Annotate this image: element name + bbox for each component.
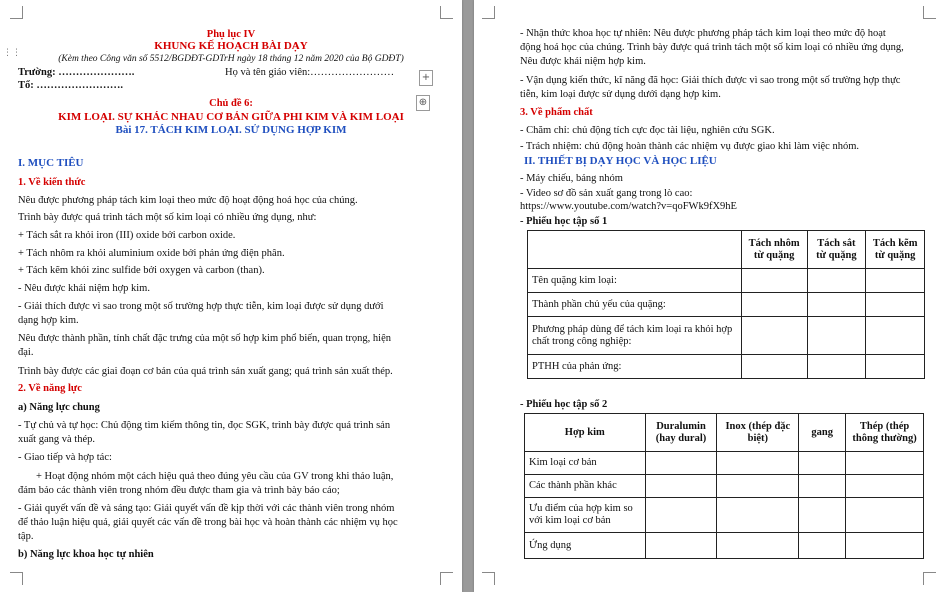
table-cell[interactable] (799, 533, 846, 559)
table-cell: Ứng dụng (525, 533, 646, 559)
table-cell: PTHH của phản ứng: (528, 355, 742, 379)
sub-competence: 2. Về năng lực (18, 383, 82, 394)
sub-general-competence: a) Năng lực chung (18, 402, 100, 413)
text-line: Trình bày được quá trình tách một số kim loại có nhiều ứng dụng, như: (18, 212, 317, 223)
topic-label: Chủ đề 6: (209, 98, 253, 109)
text-line: đảm bảo các thành viên trong nhóm đều được tham gia và trình bày báo cáo; (18, 485, 340, 496)
table-header-cell: Hợp kim (525, 414, 646, 452)
table-header-cell: Inox (thép đặc biệt) (717, 414, 799, 452)
text-line: - Giải quyết vấn đề và sáng tạo: Giải quyết vấn đề kịp thời với các thành viên trong nhóm (18, 503, 395, 514)
text-line: - Giao tiếp và hợp tác: (18, 452, 112, 463)
text-line: - Vận dụng kiến thức, kĩ năng đã học: Giải thích được vì sao trong một số trường hợp thực (520, 75, 901, 86)
table-cell: Kim loại cơ bản (525, 452, 646, 475)
table-cell[interactable] (846, 533, 924, 559)
table-cell: Ưu điểm của hợp kim so với kim loại cơ bản (525, 498, 646, 533)
sub-qualities: 3. Về phẩm chất (520, 107, 593, 118)
text-line: - Video sơ đồ sản xuất gang trong lò cao: (520, 188, 693, 199)
text-line: tập. (18, 531, 34, 542)
text-line: - Nhận thức khoa học tự nhiên: Nêu được phương pháp tách kim loại theo mức độ hoạt (520, 28, 886, 39)
table-header-cell: Tách sắt từ quặng (807, 231, 866, 269)
text-line: - Giải thích được vì sao trong một số trường hợp thực tiễn, kim loại được sử dụng dưới (18, 301, 384, 312)
crop-mark (482, 6, 495, 19)
text-line: + Tách sắt ra khỏi iron (III) oxide bởi carbon oxide. (18, 230, 236, 241)
table-header-cell: gang (799, 414, 846, 452)
table-cell[interactable] (741, 269, 807, 293)
table-cell[interactable] (717, 452, 799, 475)
worksheet-2-title: - Phiếu học tập số 2 (520, 399, 608, 410)
text-line: để thảo luận hiệu quả, giải quyết các vấn đề trong bài học và hoàn thành các nhiệm vụ học (18, 517, 398, 528)
table-row (525, 498, 924, 533)
table-cell: Phương pháp dùng để tách kim loại ra khỏi hợp chất trong công nghiệp: (528, 317, 742, 355)
table-cell[interactable] (807, 355, 866, 379)
teacher-field: Họ và tên giáo viên:…………………… (225, 67, 395, 78)
section-equipment: II. THIẾT BỊ DẠY HỌC VÀ HỌC LIỆU (524, 155, 717, 167)
document-page-right (474, 0, 947, 592)
table-header-cell (528, 231, 742, 269)
table-cell[interactable] (799, 452, 846, 475)
table-header-cell: Duralumin (hay dural) (645, 414, 717, 452)
text-line: + Tách nhôm ra khỏi aluminium oxide bởi phản ứng điện phân. (18, 248, 285, 259)
text-line: đại. (18, 347, 34, 358)
crop-mark (10, 6, 23, 19)
text-line: - Tự chủ và tự học: Chủ động tìm kiếm thông tin, đọc SGK, trình bày được quá trình sản (18, 420, 391, 431)
table-row (528, 355, 925, 379)
sub-science-competence: b) Năng lực khoa học tự nhiên (18, 549, 154, 560)
text-line: - Chăm chỉ: chủ động tích cực đọc tài liệu, nghiên cứu SGK. (520, 125, 775, 136)
worksheet-1-table (527, 230, 925, 379)
table-cell[interactable] (866, 269, 925, 293)
worksheet-1-title: - Phiếu học tập số 1 (520, 216, 608, 227)
table-cell[interactable] (741, 355, 807, 379)
group-field: Tổ: ……………………. (18, 80, 123, 91)
table-row (525, 452, 924, 475)
table-cell[interactable] (645, 475, 717, 498)
worksheet-2-table (524, 413, 924, 559)
crop-mark (923, 6, 936, 19)
expand-plus-icon[interactable]: + (419, 70, 433, 86)
drag-handle-icon[interactable]: ⋮⋮ (3, 48, 21, 58)
text-line: + Tách kẽm khỏi zinc sulfide bởi oxygen và carbon (than). (18, 265, 265, 276)
text-line: Nêu được phương pháp tách kim loại theo mức độ hoạt động hoá học của chúng. (18, 195, 358, 206)
table-cell[interactable] (717, 475, 799, 498)
table-cell[interactable] (741, 293, 807, 317)
section-objectives: I. MỤC TIÊU (18, 157, 84, 169)
sub-knowledge: 1. Về kiến thức (18, 177, 86, 188)
crop-mark (440, 6, 453, 19)
attached-note: (Kèm theo Công văn số 5512/BGDĐT-GDTrH ngày 18 tháng 12 năm 2020 của Bộ GDĐT) (58, 54, 404, 64)
table-cell[interactable] (799, 498, 846, 533)
table-cell[interactable] (645, 533, 717, 559)
video-link[interactable]: https://www.youtube.com/watch?v=qoFWk9fX9hE (520, 201, 737, 212)
text-line: Nêu được khái niệm hợp kim. (520, 56, 646, 67)
text-line: Trình bày được các giai đoạn cơ bản của quá trình sản xuất gang; quá trình sản xuất thép. (18, 366, 393, 377)
table-cell[interactable] (645, 452, 717, 475)
table-cell[interactable] (717, 533, 799, 559)
text-line: - Máy chiếu, bảng nhóm (520, 173, 623, 184)
table-row (528, 293, 925, 317)
table-header-cell: Tách nhôm từ quặng (741, 231, 807, 269)
crop-mark (10, 572, 23, 585)
text-line: xuất gang và thép. (18, 434, 95, 445)
text-line: tiễn, kim loại được sử dụng dưới dạng hợp kim. (520, 89, 721, 100)
crop-mark (923, 572, 936, 585)
table-row (528, 317, 925, 355)
table-cell: Các thành phần khác (525, 475, 646, 498)
table-cell[interactable] (741, 317, 807, 355)
table-cell[interactable] (645, 498, 717, 533)
table-row (528, 269, 925, 293)
text-line: + Hoạt động nhóm một cách hiệu quả theo đúng yêu cầu của GV trong khi thảo luận, (36, 471, 394, 482)
table-row (525, 475, 924, 498)
table-cell[interactable] (807, 269, 866, 293)
text-line: - Trách nhiệm: chủ động hoàn thành các nhiệm vụ được giao khi làm việc nhóm. (520, 141, 860, 152)
text-line: Nêu được thành phần, tính chất đặc trưng của một số hợp kim phổ biến, quan trọng, hiện (18, 333, 391, 344)
table-cell[interactable] (807, 317, 866, 355)
crop-mark (440, 572, 453, 585)
text-line: động hoá học của chúng. Trình bày được quá trình tách một số kim loại có nhiều ứng dụng, (520, 42, 904, 53)
plan-title: KHUNG KẾ HOẠCH BÀI DẠY (154, 40, 308, 52)
table-cell[interactable] (846, 452, 924, 475)
table-cell[interactable] (846, 475, 924, 498)
table-cell[interactable] (866, 293, 925, 317)
table-move-icon[interactable]: ⊕ (416, 95, 430, 111)
table-cell[interactable] (866, 317, 925, 355)
appendix-label: Phụ lục IV (206, 29, 256, 40)
table-cell[interactable] (846, 498, 924, 533)
table-cell: Tên quặng kim loại: (528, 269, 742, 293)
table-row (525, 533, 924, 559)
table-cell[interactable] (807, 293, 866, 317)
table-header-cell: Thép (thép thông thường) (846, 414, 924, 452)
table-cell: Thành phần chủ yếu của quặng: (528, 293, 742, 317)
table-cell[interactable] (799, 475, 846, 498)
lesson-title: Bài 17. TÁCH KIM LOẠI. SỬ DỤNG HỢP KIM (115, 124, 347, 136)
table-header-cell: Tách kẽm từ quặng (866, 231, 925, 269)
document-page-left (0, 0, 462, 592)
school-field: Trường: …………………. (18, 67, 135, 78)
crop-mark (482, 572, 495, 585)
table-cell[interactable] (717, 498, 799, 533)
text-line: dạng hợp kim. (18, 315, 79, 326)
table-cell[interactable] (866, 355, 925, 379)
topic-title: KIM LOẠI. SỰ KHÁC NHAU CƠ BẢN GIỮA PHI KIM VÀ KIM LOẠI (58, 111, 404, 123)
text-line: - Nêu được khái niệm hợp kim. (18, 283, 150, 294)
